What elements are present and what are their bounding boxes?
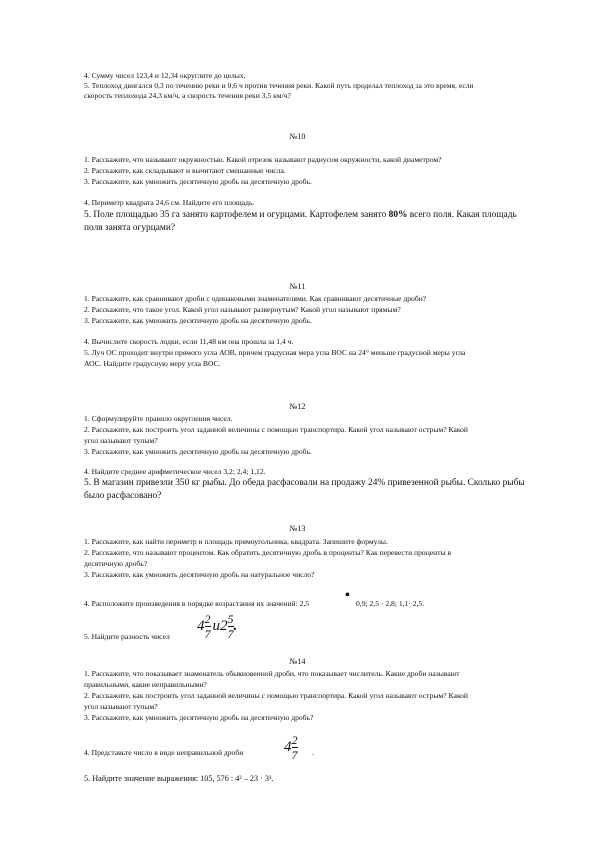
task10-q4: 4. Периметр квадрата 24,6 см. Найдите его площадь. (84, 198, 255, 207)
task13-q5-period: . (233, 618, 238, 634)
task12-q2-line1: 2. Расскажите, как построить угол заданной величины с помощью транспортира. Какой угол называют острым? Какой (84, 425, 468, 434)
fraction-c-whole: 4 (284, 739, 292, 755)
task11-title: №11 (289, 282, 306, 291)
task11-q3: 3. Расскажите, как умножить десятичную дробь на десятичную дробь. (84, 316, 312, 325)
fraction-c-den: 7 (291, 748, 298, 762)
task10-q2: 2. Расскажите, как складывают и вычитают смешанные числа. (84, 166, 286, 175)
task11-q1: 1. Расскажите, как сравнивают дроби с одинаковыми знаменателями. Как сравнивают десятичные дроби? (84, 294, 427, 303)
task13-q2-line1: 2. Расскажите, что называют процентом. Как обратить десятичную дробь в проценты? Как перевести проценты в (84, 548, 452, 557)
fraction-b-den: 7 (227, 627, 234, 641)
task14-q4-period: . (312, 748, 314, 757)
task14-mixed-number (284, 734, 298, 761)
task14-q5: 5. Найдите значение выражения: 105, 576 : 4² – 23 · 3³. (84, 774, 274, 783)
fraction-a-den: 7 (204, 627, 211, 641)
task10-q5-text-b: всего поля. Какая площадь (407, 210, 517, 220)
task14-q4-label: 4. Представьте число в виде неправильной дроби (84, 748, 244, 757)
task14-title: №14 (289, 657, 306, 666)
task10-q5-line1 (84, 209, 517, 221)
task10-q3: 3. Расскажите, как умножить десятичную дробь на десятичную дробь. (84, 177, 312, 186)
task11-q2: 2. Расскажите, что такое угол. Какой угол называют развернутым? Какой угол называют прямым? (84, 305, 401, 314)
task12-q3: 3. Расскажите, как умножить десятичную дробь на десятичную дробь. (84, 447, 312, 456)
task12-q5-line2: было расфасовано? (84, 491, 162, 501)
fraction-c-num: 2 (291, 733, 298, 747)
task13-mixed-numbers (197, 613, 237, 640)
fraction-a (205, 613, 211, 640)
fraction-b-num: 5 (227, 612, 234, 626)
task14-q2-line2: угол называют тупым? (84, 702, 158, 711)
multiply-dot-icon: • (345, 588, 350, 603)
task14-q1-line2: правильными, какие неправильными? (84, 680, 207, 689)
task14-q2-line1: 2. Расскажите, как построить угол заданной величины с помощью транспортира. Какой угол называют острым? Какой (84, 691, 468, 700)
fraction-b-whole: 2 (220, 618, 228, 634)
task13-q3: 3. Расскажите, как умножить десятичную дробь на натуральное число? (84, 570, 315, 579)
task11-q5-line1: 5. Луч ОС проходит внутри прямого угла АОВ, причем градусная мера угла ВОС на 24° меньше градусной меры угла (84, 348, 466, 357)
task9-q5-line2: скорость теплохода 24,3 км/ч, а скорость течения реки 3,5 км/ч? (84, 91, 291, 100)
task10-q1: 1. Расскажите, что называют окружностью. Какой отрезок называют радиусом окружности, какой диаметром? (84, 155, 442, 164)
task11-q5-line2: АОС. Найдите градусную меру угла ВОС. (84, 359, 221, 368)
task12-q5-line1: 5. В магазин привезли 350 кг рыбы. До обеда расфасовали на продажу 24% привезенной рыбы. Сколько рыбы (84, 478, 525, 488)
fraction-a-num: 2 (204, 612, 211, 626)
task13-q5-label: 5. Найдите разность чисел (84, 632, 170, 641)
task13-q2-line2: десятичную дробь? (84, 559, 148, 568)
task12-title: №12 (289, 402, 306, 411)
task13-title: №13 (289, 524, 306, 533)
task14-q3: 3. Расскажите, как умножить десятичную дробь на десятичную дробь? (84, 713, 314, 722)
task9-q5-line1: 5. Теплоход двигался 0,3 по течению реки и 0,6 ч против течения реки. Какой путь проделал теплоход за это время, если (84, 81, 474, 90)
fraction-c (292, 734, 298, 761)
task10-q5-percent: 80% (388, 210, 408, 220)
task12-q2-line2: угол называют тупым? (84, 436, 158, 445)
task12-q4: 4. Найдите среднее арифметическое чисел 3,2; 2,4; 1,12. (84, 467, 266, 476)
fraction-a-whole: 4 (197, 618, 205, 634)
task12-q1: 1. Сформулируйте правило округления чисел. (84, 414, 233, 423)
task11-q4: 4. Вычислите скорость лодки, если 11,48 км она прошла за 1,4 ч. (84, 337, 294, 346)
task13-q4-b: 0,9; 2,5 · 2,8; 1,1· 2,5. (356, 599, 425, 608)
task9-q4: 4. Сумму чисел 123,4 и 12,34 округлите до целых. (84, 71, 246, 80)
task13-q1: 1. Расскажите, как найти периметр и площадь прямоугольника, квадрата. Запишите формулы. (84, 537, 388, 546)
task10-q5-line2: поля занята огурцами? (84, 223, 176, 233)
conjunction-and: и (212, 618, 220, 634)
task14-q1-line1: 1. Расскажите, что показывает знаменатель обыкновенной дроби, что показывает числитель. Какие дроби называют (84, 669, 460, 678)
task10-title: №10 (289, 132, 306, 141)
task10-q5-text-a: 5. Поле площадью 35 га занято картофелем и огурцами. Картофелем занято (84, 210, 389, 220)
task13-q4-a: 4. Расположите произведения в порядке возрастания их значений: 2,5 (84, 599, 310, 608)
